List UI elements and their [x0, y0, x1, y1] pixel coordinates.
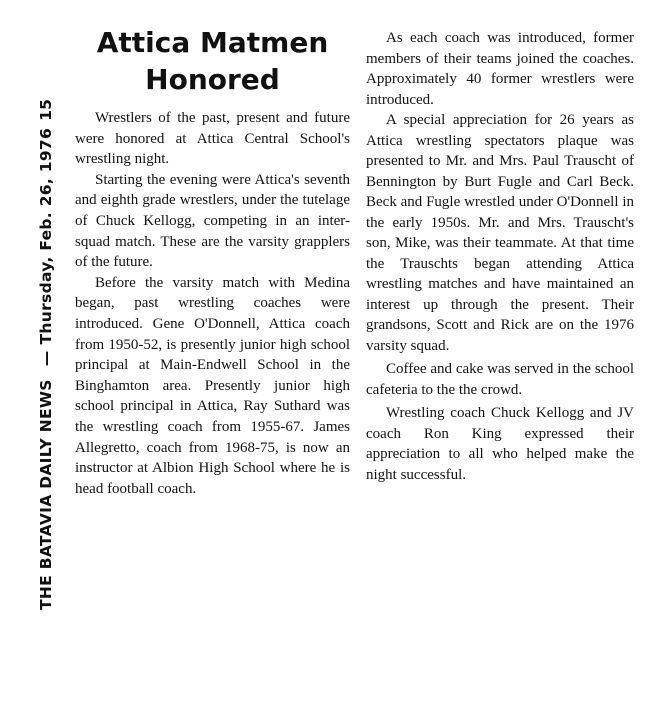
article-column-left [75, 0, 350, 499]
headline-line-2: Honored [145, 63, 280, 96]
newspaper-name: THE BATAVIA DAILY NEWS [37, 379, 55, 610]
publication-date: Thursday, Feb. 26, 1976 [37, 127, 55, 345]
article-paragraph: Wrestling coach Chuck Kellogg and JV coach Ron King expressed their appreciation to all who helped make the night successful. [366, 405, 634, 483]
page-number: 15 [37, 98, 55, 121]
article-paragraph: Wrestlers of the past, present and future were honored at Attica Central School's wrestling night. [75, 110, 350, 168]
article-headline [75, 24, 350, 98]
newspaper-sidebar [22, 10, 55, 610]
article-paragraph: Coffee and cake was served in the school cafeteria to the the crowd. [366, 361, 634, 398]
article-paragraph: Before the varsity match with Medina began, past wrestling coaches were introduced. Gene O'Donnell, Attica coach from 1950-52, is presently junior high school principal at Main-Endwell School in the Binghamton area. Presently junior high school principal in Attica, Ray Suthard was the wrestling coach from 1955-67. James Allegretto, coach from 1968-75, is now an instructor at Albion High School where he is head football coach. [75, 274, 350, 497]
article-paragraph: As each coach was introduced, former members of their teams joined the coaches. Approximately 40 former wrestlers were introduced. [366, 30, 634, 108]
article-column-right [366, 28, 634, 485]
article-paragraph: Starting the evening were Attica's seventh and eighth grade wrestlers, under the tutelage of Chuck Kellogg, competing in an inter-squad match. These are the varsity grapplers of the future. [75, 171, 350, 271]
article-paragraph: A special appreciation for 26 years as Attica wrestling spectators plaque was presented to Mr. and Mrs. Paul Trauscht of Bennington by Burt Fugle and Carl Beck. Beck and Fugle wrestled under O'Donnell in the early 1950s. Mr. and Mrs. Trauscht's son, Mike, was their teammate. At that time the Trauschts began attending Attica wrestling matches and have maintained an interest up through the present. Their grandsons, Scott and Rick are on the 1976 varsity squad. [366, 112, 634, 354]
sidebar-text [37, 92, 55, 610]
headline-line-1: Attica Matmen [96, 26, 329, 59]
sidebar-separator: — [37, 350, 55, 367]
